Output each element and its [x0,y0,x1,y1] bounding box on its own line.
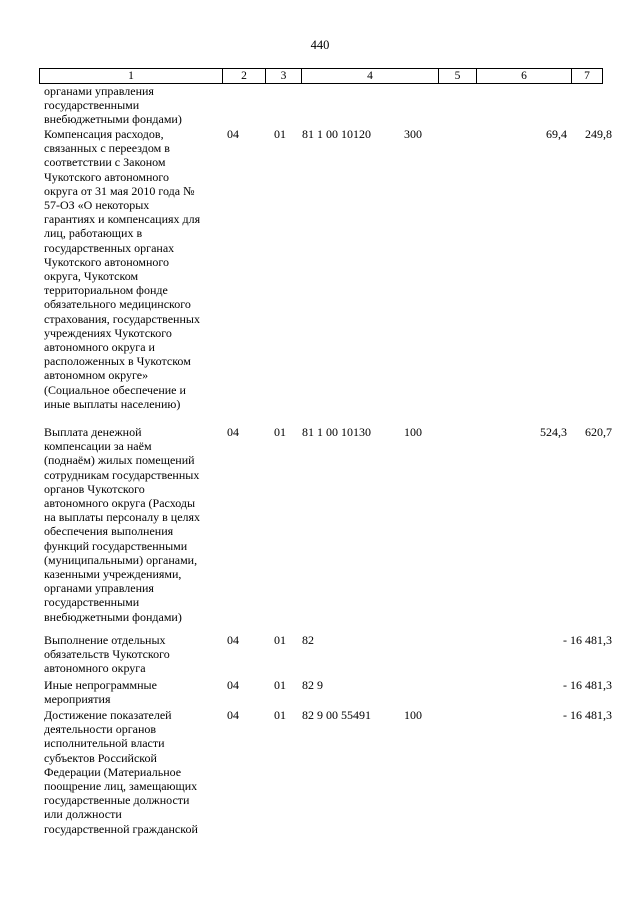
row-name: Достижение показателей деятельности органов исполнительной власти субъектов Российской Федерации (Материальное поощрение лиц, замещающих государственные должности или должности государственной гражданской [44,708,198,836]
row-value-1: 69,4 [546,127,567,141]
row-value-2: 16 481,3 [570,633,612,647]
table-header [39,68,603,84]
row-vr: 100 [404,708,422,722]
row-vr: 100 [404,425,422,439]
row-value-2: 249,8 [585,127,612,141]
row-csr: 81 1 00 10120 [302,127,371,141]
row-name: Выплата денежной компенсации за наём (поднаём) жилых помещений сотрудникам государственных органов Чукотского автономного округа (Расходы на выплаты персоналу в целях обеспечения выполнения функций государственными (муниципальными) органами, казенными учреждениями, органами управления государственными внебюджетными фондами) [44,425,201,624]
row-value-1: - [563,678,567,692]
row-section: 04 [227,425,239,439]
header-col-3: 3 [266,69,302,83]
row-subsection: 01 [274,425,286,439]
row-csr: 82 9 [302,678,323,692]
page-number: 440 [310,38,330,52]
header-col-1: 1 [40,69,223,83]
row-vr: 300 [404,127,422,141]
row-csr: 82 9 00 55491 [302,708,371,722]
row-section: 04 [227,708,239,722]
header-col-7: 7 [572,69,603,83]
row-section: 04 [227,633,239,647]
row-subsection: 01 [274,708,286,722]
row-section: 04 [227,127,239,141]
row-name: Выполнение отдельных обязательств Чукотского автономного округа [44,633,170,676]
row-subsection: 01 [274,127,286,141]
row-value-2: 16 481,3 [570,708,612,722]
row-csr: 81 1 00 10130 [302,425,371,439]
row-value-1: - [563,708,567,722]
row-value-1: 524,3 [540,425,567,439]
header-col-2: 2 [223,69,266,83]
row-value-2: 620,7 [585,425,612,439]
row-section: 04 [227,678,239,692]
row-name: Иные непрограммные мероприятия [44,678,157,707]
row-name: органами управления государственными внебюджетными фондами) [44,84,182,127]
header-col-5: 5 [439,69,477,83]
row-value-1: - [563,633,567,647]
row-value-2: 16 481,3 [570,678,612,692]
row-name: Компенсация расходов, связанных с переездом в соответствии с Законом Чукотского автономного округа от 31 мая 2010 года № 57-ОЗ «О некоторых гарантиях и компенсациях для лиц, работающих в государственных органах Чукотского автономного округа, Чукотском территориальном фонде обязательного медицинского страхования, государственных учреждениях Чукотского автономного округа и расположенных в Чукотском автономном округе» (Социальное обеспечение и иные выплаты населению) [44,127,201,411]
header-col-4: 4 [302,69,439,83]
header-col-6: 6 [477,69,572,83]
row-csr: 82 [302,633,314,647]
row-subsection: 01 [274,633,286,647]
row-subsection: 01 [274,678,286,692]
